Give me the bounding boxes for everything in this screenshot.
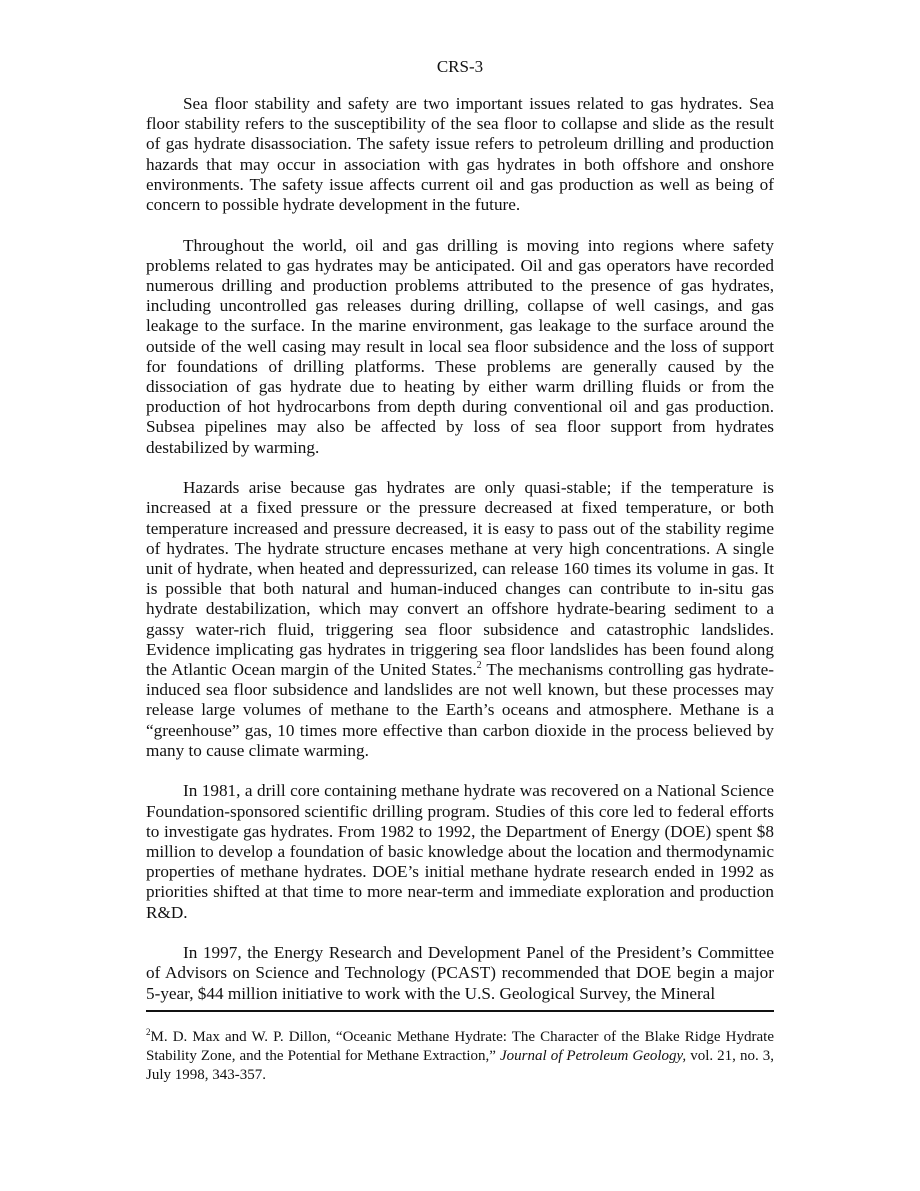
footnote-citation-details: vol. 21, no. 3, July 1998, 343-357. [146, 1048, 775, 1083]
footnote-divider [146, 1010, 774, 1012]
paragraph-sea-floor-stability: Sea floor stability and safety are two important issues related to gas hydrates. Sea floor stability refers to the susceptibility of the sea floor to collapse and slide as the result of gas hydrate disassociation. The safety issue refers to petroleum drilling and production hazards that may occur in association with gas hydrates in both offshore and onshore environments. The safety issue affects current oil and gas production as well as being of concern to possible hydrate development in the future. [146, 94, 774, 215]
body-text [146, 94, 774, 1024]
footnote-text [146, 1028, 774, 1085]
footnote-journal-title: Journal of Petroleum Geology, [499, 1048, 687, 1064]
page-number: CRS-3 [436, 57, 484, 76]
paragraph-drill-core-1981: In 1981, a drill core containing methane hydrate was recovered on a National Science Foundation-sponsored scientific drilling program. Studies of this core led to federal efforts to investigate gas hydrates. From 1982 to 1992, the Department of Energy (DOE) spent $8 million to develop a foundation of basic knowledge about the location and thermodynamic properties of methane hydrates. DOE’s initial methane hydrate research ended in 1992 as priorities shifted at that time to more near-term and immediate exploration and production R&D. [146, 781, 774, 922]
footnote [146, 1028, 774, 1085]
paragraph-drilling-safety: Throughout the world, oil and gas drilling is moving into regions where safety problems related to gas hydrates may be anticipated. Oil and gas operators have recorded numerous drilling and production problems attributed to the presence of gas hydrates, including uncontrolled gas releases during drilling, collapse of well casings, and gas leakage to the surface. In the marine environment, gas leakage to the surface around the outside of the well casing may result in local sea floor subsidence and the loss of support for foundations of drilling platforms. These problems are generally caused by the dissociation of gas hydrate due to heating by either warm drilling fluids or from the production of hot hydrocarbons from depth during conventional oil and gas production. Subsea pipelines may also be affected by loss of sea floor support from hydrates destabilized by warming. [146, 235, 774, 457]
footnote-reference[interactable]: 2 [476, 660, 482, 672]
footnote-citation: M. D. Max and W. P. Dillon, “Oceanic Methane Hydrate: The Character of the Blake Ridge Hydrate Stability Zone, and the Potential for Methane Extraction,” [146, 1029, 774, 1064]
footnote-marker: 2 [146, 1027, 151, 1037]
paragraph-pcast-1997: In 1997, the Energy Research and Development Panel of the President’s Committee of Advisors on Science and Technology (PCAST) recommended that DOE begin a major 5-year, $44 million initiative to work with the U.S. Geological Survey, the Mineral [146, 943, 774, 1003]
hazards-text-part-1: Hazards arise because gas hydrates are only quasi-stable; if the temperature is increased at a fixed pressure or the pressure decreased at fixed temperature, or both temperature increased and pressure decreased, it is easy to pass out of the stability regime of hydrates. The hydrate structure encases methane at very high concentrations. A single unit of hydrate, when heated and depressurized, can release 160 times its volume in gas. It is possible that both natural and human-induced changes can contribute to in-situ gas hydrate destabilization, which may convert an offshore hydrate-bearing sediment to a gassy water-rich fluid, triggering sea floor subsidence and catastrophic landslides. Evidence implicating gas hydrates in triggering sea floor landslides has been found along the Atlantic Ocean margin of the United States. [146, 478, 774, 680]
paragraph-hazards [146, 478, 774, 761]
hazards-text-part-2: The mechanisms controlling gas hydrate-induced sea floor subsidence and landslides are not well known, but these processes may release large volumes of methane to the Earth’s oceans and atmosphere. Methane is a “greenhouse” gas, 10 times more effective than carbon dioxide in the process believed by many to cause climate warming. [146, 660, 775, 760]
